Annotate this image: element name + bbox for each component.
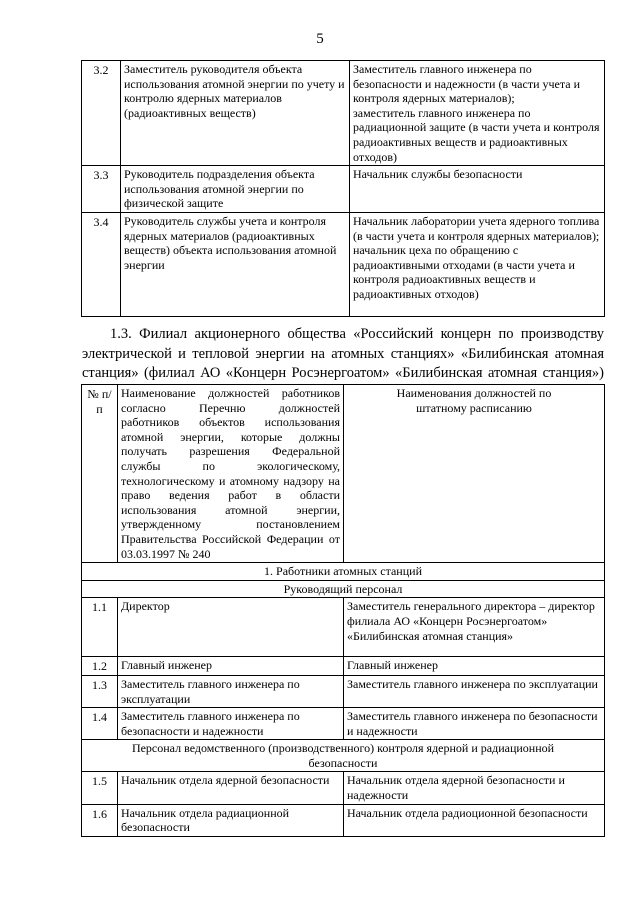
staff-position — [350, 61, 605, 166]
staff-position: Главный инженер — [344, 657, 605, 676]
row-number: 3.2 — [82, 61, 121, 166]
table-row — [82, 212, 605, 316]
staff-position: Заместитель главного инженера по эксплуатации — [344, 675, 605, 707]
regulated-position: Директор — [118, 598, 344, 657]
regulated-position: Руководитель службы учета и контроля ядерных материалов (радиоактивных веществ) объекта использования атомной энергии — [121, 212, 350, 316]
regulated-position: Руководитель подразделения объекта использования атомной энергии по физической защите — [121, 166, 350, 213]
staff-line: Заместитель главного инженера по безопасности и надежности (в части учета и контроля ядерных материалов); — [353, 62, 580, 106]
table-row — [82, 708, 605, 740]
header-staff-positions: Наименования должностей по штатному расписанию — [344, 385, 605, 563]
table-row — [82, 61, 605, 166]
row-number: 1.1 — [82, 598, 118, 657]
row-number: 3.4 — [82, 212, 121, 316]
staff-position — [350, 212, 605, 316]
staff-position: Начальник отдела радиоционной безопасности — [344, 804, 605, 836]
group-title-row — [82, 563, 605, 581]
row-number: 1.2 — [82, 657, 118, 676]
header-number: № п/п — [82, 385, 118, 563]
section-heading — [82, 325, 604, 384]
row-number: 1.6 — [82, 804, 118, 836]
section-heading-line: электрической и тепловой энергии на атомных станциях» «Билибинская атомная — [82, 345, 604, 362]
positions-table — [81, 384, 605, 837]
regulated-position: Заместитель главного инженера по эксплуатации — [118, 675, 344, 707]
staff-line: Начальник лаборатории учета ядерного топлива (в части учета и контроля ядерных материалов); — [353, 213, 600, 243]
regulated-position: Заместитель главного инженера по безопасности и надежности — [118, 708, 344, 740]
positions-table-continued — [81, 60, 605, 317]
table-row — [82, 804, 605, 836]
subgroup-row — [82, 580, 605, 598]
subgroup-row — [82, 740, 605, 772]
staff-line: начальник цеха по обращению с радиоактивными отходами (в части учета и контроля радиоактивных веществ и радиоактивных отходов) — [353, 243, 575, 301]
group-title: 1. Работники атомных станций — [82, 563, 605, 581]
staff-position: Начальник отдела ядерной безопасности и надежности — [344, 772, 605, 804]
table-row — [82, 598, 605, 657]
subgroup-title: Персонал ведомственного (производственного) контроля ядерной и радиационной безопасности — [82, 740, 605, 772]
table-row — [82, 166, 605, 213]
staff-position: Заместитель главного инженера по безопасности и надежности — [344, 708, 605, 740]
staff-line: Начальник службы безопасности — [353, 167, 523, 182]
section-heading-line: 1.3. Филиал акционерного общества «Российский концерн по производству — [110, 326, 604, 342]
table-row — [82, 657, 605, 676]
table-row — [82, 675, 605, 707]
header-regulated-positions: Наименование должностей работников согласно Перечню должностей работников объектов использования атомной энергии, которые должны получать разрешения Федеральной службы по экологическому, технологическому и атомному надзору на право ведения работ в области использования атомной энергии, утвержденному постановлением Правительства Российской Федерации от 03.03.1997 № 240 — [118, 385, 344, 563]
regulated-position: Заместитель руководителя объекта использования атомной энергии по учету и контролю ядерных материалов (радиоактивных веществ) — [121, 61, 350, 166]
subgroup-title: Руководящий персонал — [82, 580, 605, 598]
row-number: 3.3 — [82, 166, 121, 213]
staff-position: Заместитель генерального директора – директор филиала АО «Концерн Росэнергоатом» «Билибинская атомная станция» — [344, 598, 605, 657]
row-number: 1.3 — [82, 675, 118, 707]
table-header-row — [82, 385, 605, 563]
staff-line: заместитель главного инженера по радиационной защите (в части учета и контроля радиоактивных веществ и радиоактивных отходов) — [353, 105, 600, 164]
section-heading-line: станция» (филиал АО «Концерн Росэнергоатом» «Билибинская атомная станция») — [82, 365, 604, 381]
row-number: 1.5 — [82, 772, 118, 804]
regulated-position: Начальник отдела радиационной безопасности — [118, 804, 344, 836]
regulated-position: Главный инженер — [118, 657, 344, 676]
regulated-position: Начальник отдела ядерной безопасности — [118, 772, 344, 804]
page-number: 5 — [316, 31, 324, 47]
row-number: 1.4 — [82, 708, 118, 740]
table-row — [82, 772, 605, 804]
staff-position — [350, 166, 605, 213]
